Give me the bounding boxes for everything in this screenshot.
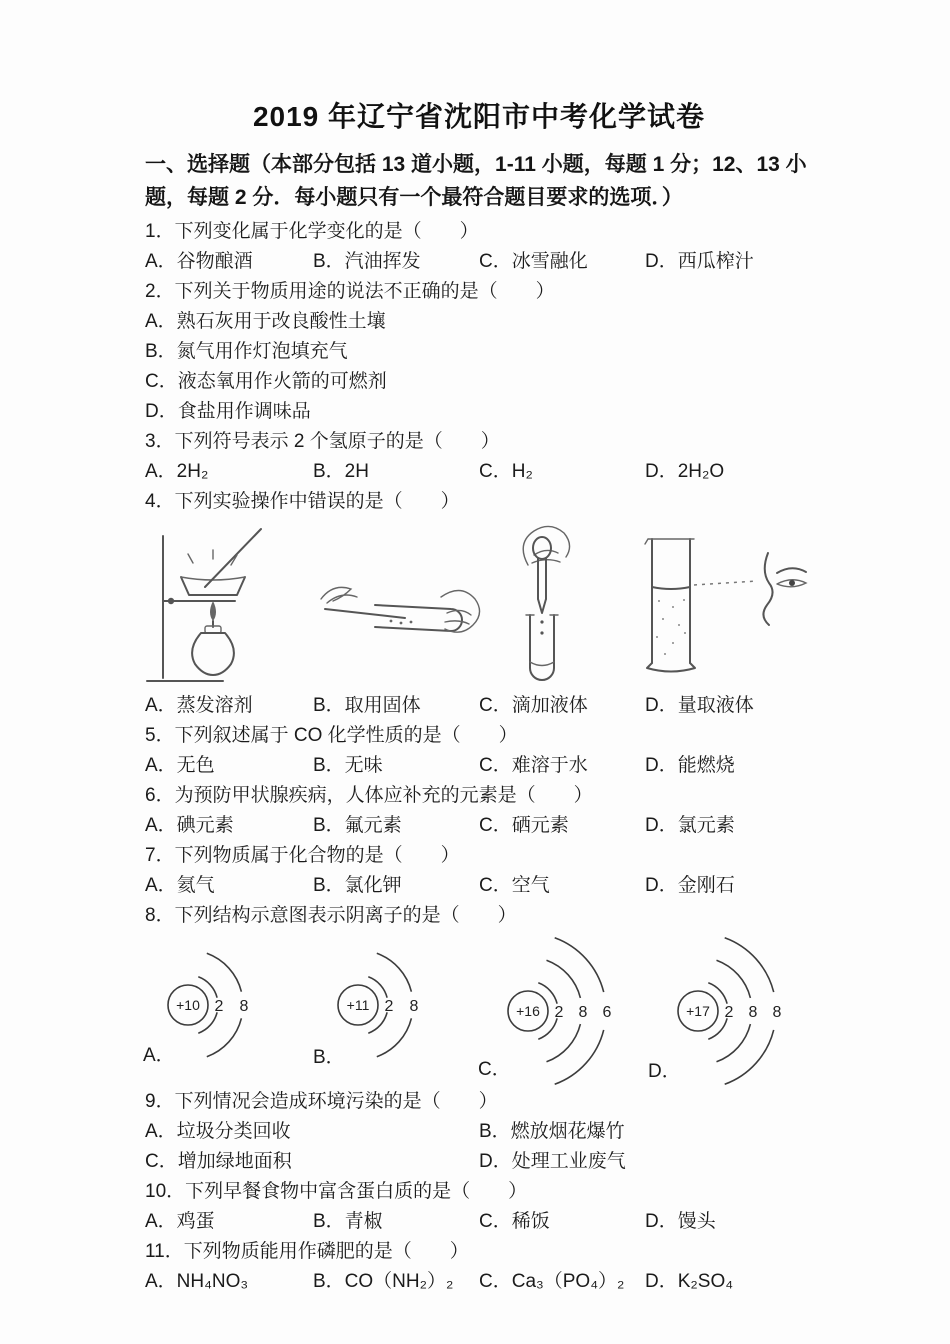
svg-text:D．: D． xyxy=(648,1061,681,1082)
section-header: 一、选择题（本部分包括 13 道小题，1-11 小题，每题 1 分；12、13 小题，每题 2 分．每小题只有一个最符合题目要求的选项．） xyxy=(145,153,807,209)
question-7-text: 7．下列物质属于化合物的是（ ） xyxy=(145,845,460,866)
option-a: A．垃圾分类回收 xyxy=(145,1121,291,1142)
svg-text:2: 2 xyxy=(214,998,224,1015)
taking-solid-figure xyxy=(321,587,480,632)
question-5-text: 5．下列叙述属于 CO 化学性质的是（ ） xyxy=(145,725,518,746)
svg-text:+11: +11 xyxy=(346,997,370,1013)
svg-text:8: 8 xyxy=(239,998,249,1015)
svg-text:8: 8 xyxy=(772,1004,782,1021)
question-6-text: 6．为预防甲状腺疾病，人体应补充的元素是（ ） xyxy=(145,785,593,806)
option-d: D．食盐用作调味品 xyxy=(145,401,311,422)
question-11-text: 11．下列物质能用作磷肥的是（ ） xyxy=(145,1241,469,1262)
option-a: A．2H₂ xyxy=(145,461,209,482)
option-a: A．熟石灰用于改良酸性土壤 xyxy=(145,311,386,332)
option-b: B．取用固体 xyxy=(313,695,421,716)
question-3-text: 3．下列符号表示 2 个氢原子的是（ ） xyxy=(145,431,500,452)
atom-diagram-a xyxy=(143,953,249,1066)
question-3-options xyxy=(145,457,813,487)
question-9-text: 9．下列情况会造成环境污染的是（ ） xyxy=(145,1091,498,1112)
option-d: D．氯元素 xyxy=(645,815,735,836)
question-9-options-row-2 xyxy=(145,1147,813,1177)
svg-text:2: 2 xyxy=(384,998,394,1015)
option-d: D．馒头 xyxy=(645,1211,716,1232)
dropper-figure xyxy=(523,526,569,680)
exam-content xyxy=(145,98,813,1297)
svg-text:6: 6 xyxy=(602,1004,612,1021)
option-c: C．Ca₃（PO₄）₂ xyxy=(479,1271,625,1292)
option-c: C．液态氧用作火箭的可燃剂 xyxy=(145,371,387,392)
atom-diagram-b xyxy=(313,953,419,1068)
option-b: B．汽油挥发 xyxy=(313,251,421,272)
measuring-cylinder-figure xyxy=(645,539,806,672)
option-d: D．量取液体 xyxy=(645,695,754,716)
svg-text:+16: +16 xyxy=(516,1003,540,1019)
svg-text:+10: +10 xyxy=(176,997,200,1013)
question-9-options-row-1 xyxy=(145,1117,813,1147)
svg-text:2: 2 xyxy=(554,1004,564,1021)
option-a: A．无色 xyxy=(145,755,215,776)
option-c: C．空气 xyxy=(479,875,550,896)
option-b: B．氟元素 xyxy=(313,815,402,836)
svg-text:A．: A． xyxy=(143,1045,175,1066)
question-4-options xyxy=(145,691,813,721)
option-c: C．H₂ xyxy=(479,461,533,482)
option-b: B．氯化钾 xyxy=(313,875,402,896)
question-10-text: 10．下列早餐食物中富含蛋白质的是（ ） xyxy=(145,1181,528,1202)
option-c: C．滴加液体 xyxy=(479,695,588,716)
atom-diagram-d xyxy=(648,938,782,1085)
question-6-options xyxy=(145,811,813,841)
option-c: C．稀饭 xyxy=(479,1211,550,1232)
svg-text:+17: +17 xyxy=(686,1003,710,1019)
lab-operation-figures xyxy=(143,521,811,691)
option-c: C．增加绿地面积 xyxy=(145,1151,292,1172)
question-11-options xyxy=(145,1267,813,1297)
option-b: B．无味 xyxy=(313,755,383,776)
atom-diagram-c xyxy=(478,938,612,1085)
option-b: B．2H xyxy=(313,461,369,482)
option-a: A．谷物酿酒 xyxy=(145,251,253,272)
svg-text:2: 2 xyxy=(724,1004,734,1021)
option-d: D．2H₂O xyxy=(645,461,725,482)
option-b: B．燃放烟花爆竹 xyxy=(479,1121,625,1142)
option-a: A．蒸发溶剂 xyxy=(145,695,253,716)
question-5-options xyxy=(145,751,813,781)
svg-text:C．: C． xyxy=(478,1059,511,1080)
option-c: C．冰雪融化 xyxy=(479,251,588,272)
svg-text:B．: B． xyxy=(313,1047,345,1068)
option-b: B．青椒 xyxy=(313,1211,383,1232)
question-8-text: 8．下列结构示意图表示阴离子的是（ ） xyxy=(145,905,517,926)
evaporation-apparatus-figure xyxy=(147,529,261,681)
option-a: A．NH₄NO₃ xyxy=(145,1271,249,1292)
option-d: D．处理工业废气 xyxy=(479,1151,626,1172)
svg-text:8: 8 xyxy=(409,998,419,1015)
option-a: A．碘元素 xyxy=(145,815,234,836)
option-d: D．K₂SO₄ xyxy=(645,1271,733,1292)
svg-text:8: 8 xyxy=(748,1004,758,1021)
question-1-options xyxy=(145,247,813,277)
option-b: B．氮气用作灯泡填充气 xyxy=(145,341,348,362)
question-2-text: 2．下列关于物质用途的说法不正确的是（ ） xyxy=(145,281,555,302)
exam-title: 2019 年辽宁省沈阳市中考化学试卷 xyxy=(252,101,706,132)
atomic-structure-diagrams xyxy=(143,935,811,1087)
svg-text:8: 8 xyxy=(578,1004,588,1021)
question-7-options xyxy=(145,871,813,901)
question-10-options xyxy=(145,1207,813,1237)
option-c: C．难溶于水 xyxy=(479,755,588,776)
option-a: A．氦气 xyxy=(145,875,215,896)
option-d: D．西瓜榨汁 xyxy=(645,251,754,272)
option-d: D．能燃烧 xyxy=(645,755,735,776)
question-1-text: 1．下列变化属于化学变化的是（ ） xyxy=(145,221,479,242)
option-d: D．金刚石 xyxy=(645,875,735,896)
question-4-text: 4．下列实验操作中错误的是（ ） xyxy=(145,491,460,512)
option-c: C．硒元素 xyxy=(479,815,569,836)
option-b: B．CO（NH₂）₂ xyxy=(313,1271,454,1292)
option-a: A．鸡蛋 xyxy=(145,1211,215,1232)
